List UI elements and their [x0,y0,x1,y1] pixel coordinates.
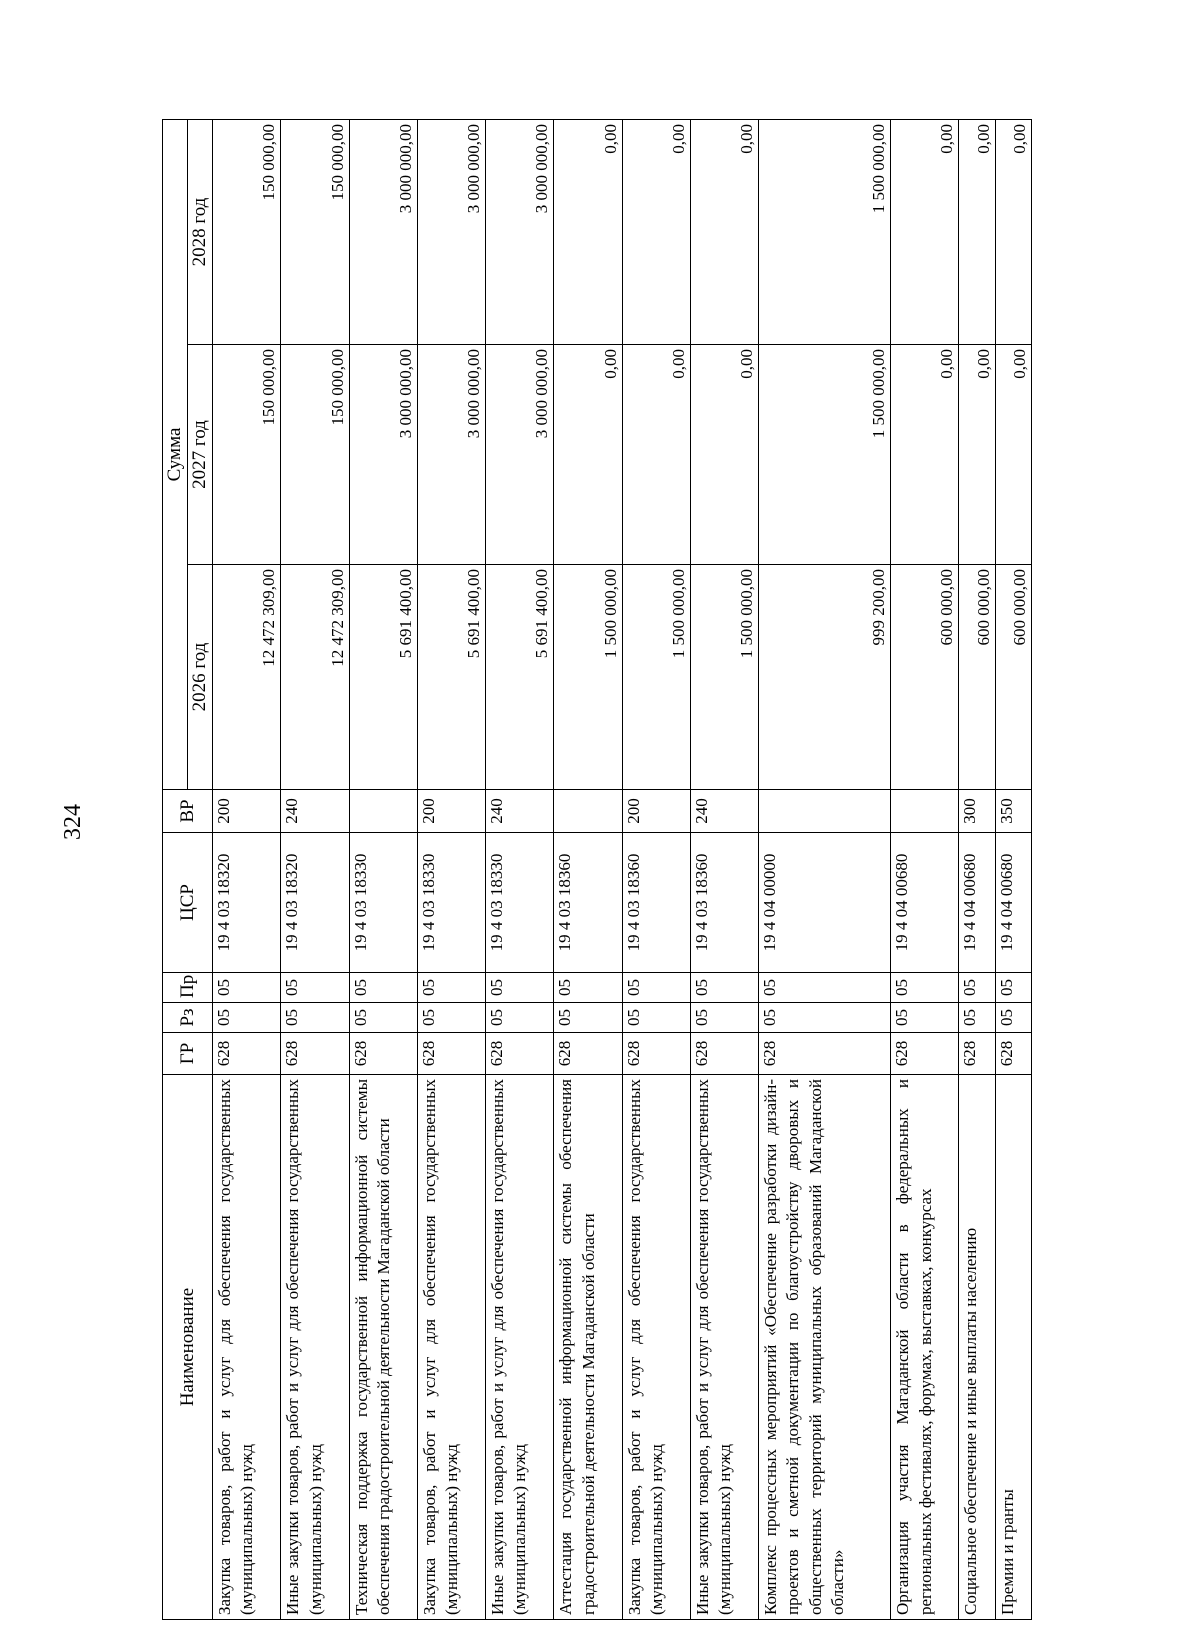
row-vr: 240 [690,790,758,833]
row-2028: 0,00 [959,120,995,345]
row-2027: 3 000 000,00 [486,345,554,565]
table-row [995,120,1031,1620]
row-2026: 12 472 309,00 [281,565,349,790]
row-2028: 3 000 000,00 [349,120,417,345]
row-gr: 628 [891,1033,959,1075]
row-2026: 1 500 000,00 [622,565,690,790]
row-csr: 19 4 04 00000 [759,833,891,973]
row-rz: 05 [417,1003,485,1033]
table-row [281,120,349,1620]
row-vr: 200 [213,790,281,833]
row-name: Социальное обеспечение и иные выплаты населению [959,1075,995,1620]
row-rz: 05 [891,1003,959,1033]
row-2028: 0,00 [690,120,758,345]
page-number: 324 [60,804,86,840]
row-2027: 3 000 000,00 [417,345,485,565]
row-gr: 628 [486,1033,554,1075]
table-row [891,120,959,1620]
table-row [349,120,417,1620]
row-csr: 19 4 03 18320 [213,833,281,973]
row-gr: 628 [622,1033,690,1075]
row-rz: 05 [349,1003,417,1033]
row-name: Техническая поддержка государственной информационной системы обеспечения градостроительной деятельности Магаданской области [349,1075,417,1620]
row-2027: 0,00 [995,345,1031,565]
row-gr: 628 [959,1033,995,1075]
row-csr: 19 4 04 00680 [959,833,995,973]
row-pr: 05 [759,973,891,1003]
row-2027: 0,00 [690,345,758,565]
row-rz: 05 [759,1003,891,1033]
row-2026: 600 000,00 [891,565,959,790]
row-rz: 05 [486,1003,554,1033]
row-2028: 150 000,00 [281,120,349,345]
budget-table-container [162,120,1032,1620]
row-name: Закупка товаров, работ и услуг для обеспечения государственных (муниципальных) нужд [417,1075,485,1620]
row-csr: 19 4 03 18360 [622,833,690,973]
row-vr: 200 [622,790,690,833]
header-2027: 2027 год [188,345,213,565]
header-rz: Рз [163,1003,213,1033]
table-row [622,120,690,1620]
row-csr: 19 4 03 18320 [281,833,349,973]
row-rz: 05 [959,1003,995,1033]
header-2026: 2026 год [188,565,213,790]
row-pr: 05 [622,973,690,1003]
row-name: Закупка товаров, работ и услуг для обеспечения государственных (муниципальных) нужд [622,1075,690,1620]
table-row [554,120,622,1620]
row-name: Закупка товаров, работ и услуг для обеспечения государственных (муниципальных) нужд [213,1075,281,1620]
row-rz: 05 [554,1003,622,1033]
header-gr: ГР [163,1033,213,1075]
header-2028: 2028 год [188,120,213,345]
row-vr [349,790,417,833]
row-gr: 628 [759,1033,891,1075]
row-2027: 0,00 [891,345,959,565]
table-row [486,120,554,1620]
row-2027: 0,00 [959,345,995,565]
row-pr: 05 [349,973,417,1003]
row-vr [891,790,959,833]
header-sum: Сумма [163,120,188,790]
row-2026: 12 472 309,00 [213,565,281,790]
row-2028: 3 000 000,00 [417,120,485,345]
row-vr: 240 [486,790,554,833]
row-rz: 05 [213,1003,281,1033]
row-2027: 1 500 000,00 [759,345,891,565]
row-rz: 05 [622,1003,690,1033]
row-csr: 19 4 03 18360 [690,833,758,973]
table-row [417,120,485,1620]
table-row [959,120,995,1620]
row-2026: 1 500 000,00 [554,565,622,790]
row-name: Иные закупки товаров, работ и услуг для обеспечения государственных (муниципальных) нужд [690,1075,758,1620]
row-2026: 1 500 000,00 [690,565,758,790]
row-pr: 05 [281,973,349,1003]
row-pr: 05 [891,973,959,1003]
row-pr: 05 [486,973,554,1003]
row-csr: 19 4 03 18330 [486,833,554,973]
row-csr: 19 4 03 18330 [417,833,485,973]
row-vr: 240 [281,790,349,833]
row-2028: 0,00 [622,120,690,345]
table-row [213,120,281,1620]
row-vr: 300 [959,790,995,833]
row-gr: 628 [690,1033,758,1075]
row-name: Организация участия Магаданской области в федеральных и региональных фестивалях, форумах, выставках, конкурсах [891,1075,959,1620]
row-gr: 628 [995,1033,1031,1075]
row-2026: 5 691 400,00 [349,565,417,790]
row-gr: 628 [349,1033,417,1075]
row-csr: 19 4 03 18360 [554,833,622,973]
row-pr: 05 [417,973,485,1003]
row-2027: 150 000,00 [213,345,281,565]
row-vr: 350 [995,790,1031,833]
row-csr: 19 4 03 18330 [349,833,417,973]
table-row [759,120,891,1620]
table-row [690,120,758,1620]
row-2026: 5 691 400,00 [486,565,554,790]
row-rz: 05 [690,1003,758,1033]
row-vr: 200 [417,790,485,833]
row-2026: 600 000,00 [959,565,995,790]
row-2027: 0,00 [622,345,690,565]
header-vr: ВР [163,790,213,833]
row-pr: 05 [213,973,281,1003]
row-2027: 3 000 000,00 [349,345,417,565]
row-2027: 0,00 [554,345,622,565]
row-name: Иные закупки товаров, работ и услуг для обеспечения государственных (муниципальных) нужд [281,1075,349,1620]
row-2026: 999 200,00 [759,565,891,790]
row-pr: 05 [995,973,1031,1003]
row-pr: 05 [959,973,995,1003]
header-row [163,120,188,1620]
header-csr: ЦСР [163,833,213,973]
row-pr: 05 [554,973,622,1003]
row-csr: 19 4 04 00680 [995,833,1031,973]
row-csr: 19 4 04 00680 [891,833,959,973]
row-name: Иные закупки товаров, работ и услуг для обеспечения государственных (муниципальных) нужд [486,1075,554,1620]
row-gr: 628 [417,1033,485,1075]
row-name: Аттестация государственной информационной системы обеспечения градостроительной деятельности Магаданской области [554,1075,622,1620]
row-2028: 0,00 [554,120,622,345]
row-pr: 05 [690,973,758,1003]
row-2026: 5 691 400,00 [417,565,485,790]
row-gr: 628 [213,1033,281,1075]
budget-table [162,119,1032,1620]
row-vr [759,790,891,833]
row-2028: 0,00 [995,120,1031,345]
row-2028: 0,00 [891,120,959,345]
row-name: Премии и гранты [995,1075,1031,1620]
row-2028: 1 500 000,00 [759,120,891,345]
row-gr: 628 [554,1033,622,1075]
header-name: Наименование [163,1075,213,1620]
table-body [213,120,1032,1620]
row-gr: 628 [281,1033,349,1075]
row-name: Комплекс процессных мероприятий «Обеспечение разработки дизайн-проектов и сметной документации по благоустройству дворовых и общественных территорий муниципальных образований Магаданской области» [759,1075,891,1620]
row-rz: 05 [281,1003,349,1033]
row-2028: 150 000,00 [213,120,281,345]
row-rz: 05 [995,1003,1031,1033]
row-2026: 600 000,00 [995,565,1031,790]
row-vr [554,790,622,833]
row-2027: 150 000,00 [281,345,349,565]
row-2028: 3 000 000,00 [486,120,554,345]
header-pr: Пр [163,973,213,1003]
